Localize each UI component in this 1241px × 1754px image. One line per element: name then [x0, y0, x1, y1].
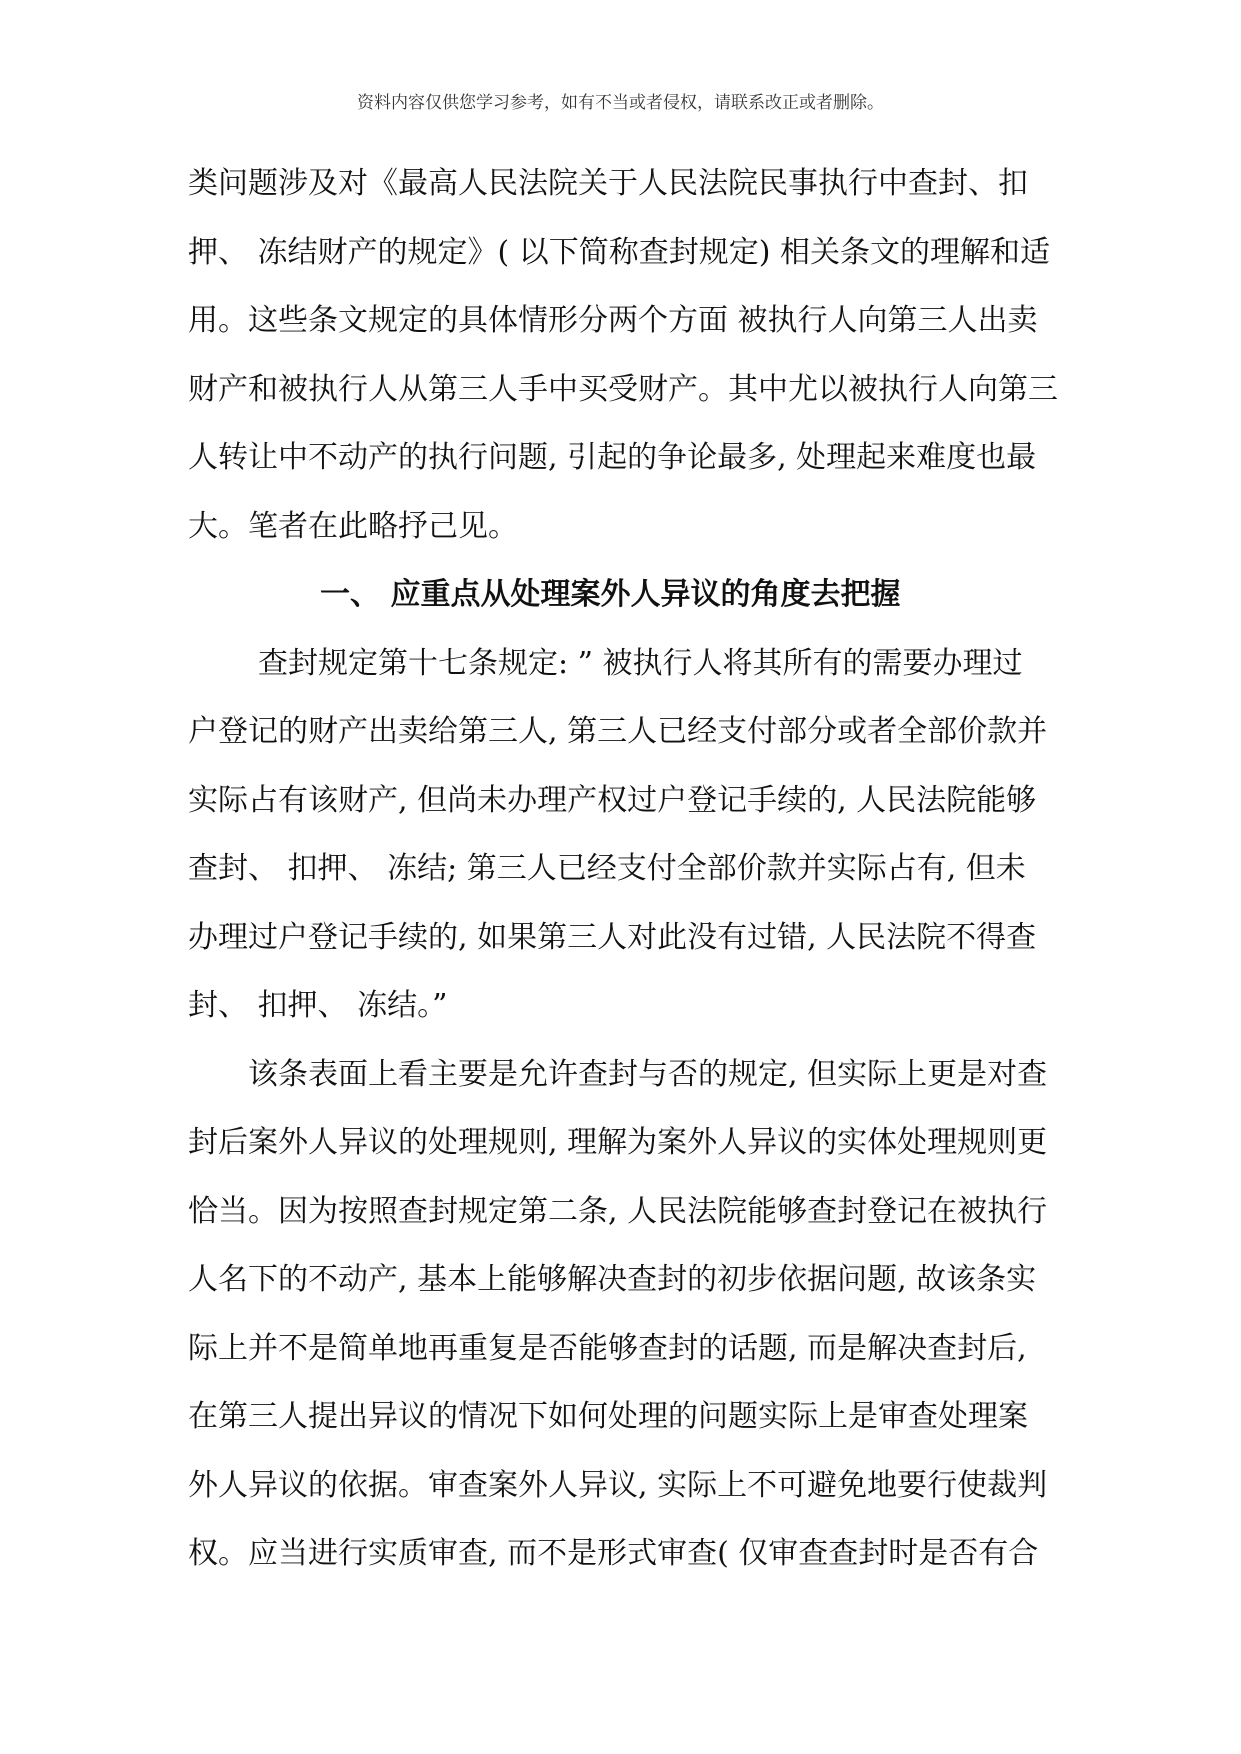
- text-line: 际上并不是简单地再重复是否能够查封的话题, 而是解决查封后,: [188, 1330, 1027, 1366]
- text-line: 人转让中不动产的执行问题, 引起的争论最多, 处理起来难度也最: [188, 440, 1037, 475]
- text-line: 查封、 扣押、 冻结; 第三人已经支付全部价款并实际占有, 但未: [188, 851, 1026, 886]
- text-line: 权。应当进行实质审查, 而不是形式审查( 仅审查查封时是否有合: [188, 1536, 1039, 1571]
- text-line: 类问题涉及对《最高人民法院关于人民法院民事执行中查封、扣: [188, 166, 1028, 201]
- text-line: 封后案外人异议的处理规则, 理解为案外人异议的实体处理规则更: [188, 1125, 1048, 1160]
- text-line: 在第三人提出异议的情况下如何处理的问题实际上是审查处理案: [188, 1399, 1028, 1434]
- header-disclaimer: 资料内容仅供您学习参考，如有不当或者侵权，请联系改正或者删除。: [357, 93, 884, 113]
- text-line: 该条表面上看主要是允许查封与否的规定, 但实际上更是对查: [248, 1056, 1048, 1092]
- text-line: 用。这些条文规定的具体情形分两个方面 被执行人向第三人出卖: [188, 303, 1038, 338]
- document-body: [188, 158, 1068, 1597]
- text-line: 户登记的财产出卖给第三人, 第三人已经支付部分或者全部价款并: [188, 714, 1048, 749]
- text-line: 财产和被执行人从第三人手中买受财产。其中尤以被执行人向第三: [188, 371, 1058, 407]
- text-line: 办理过户登记手续的, 如果第三人对此没有过错, 人民法院不得查: [188, 919, 1037, 955]
- text-line: 押、 冻结财产的规定》( 以下简称查封规定) 相关条文的理解和适: [188, 234, 1051, 270]
- text-line: 人名下的不动产, 基本上能够解决查封的初步依据问题, 故该条实: [188, 1262, 1037, 1297]
- text-line: 实际占有该财产, 但尚未办理产权过户登记手续的, 人民法院能够: [188, 782, 1037, 818]
- text-line: 封、 扣押、 冻结。”: [188, 988, 448, 1023]
- text-line: 查封规定第十七条规定: ” 被执行人将其所有的需要办理过: [258, 645, 1023, 681]
- text-line: 恰当。因为按照查封规定第二条, 人民法院能够查封登记在被执行: [188, 1193, 1048, 1229]
- text-line: 大。笔者在此略抒己见。: [188, 508, 518, 544]
- text-line: 外人异议的依据。审查案外人异议, 实际上不可避免地要行使裁判: [188, 1467, 1048, 1503]
- section-heading: 一、 应重点从处理案外人异议的角度去把握: [320, 577, 901, 612]
